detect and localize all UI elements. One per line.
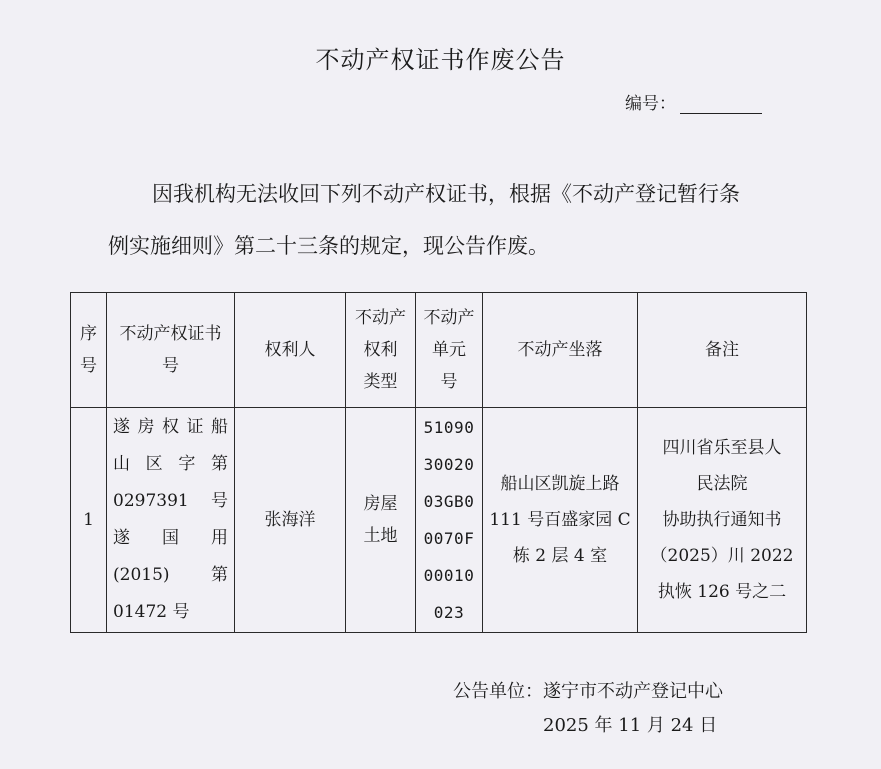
document-title: 不动产权证书作废公告	[315, 46, 566, 74]
cell-location: 船山区凯旋上路 111 号百盛家园 C 栋 2 层 4 室	[483, 408, 638, 633]
notice-paragraph	[108, 168, 788, 272]
table-header-row	[71, 293, 807, 408]
cell-remark: 四川省乐至县人 民法院 协助执行通知书 （2025）川 2022 执恢 126 号之二	[638, 408, 807, 633]
cell-unit-number: 51090 30020 03GB0 0070F 00010 023	[416, 408, 483, 633]
issuing-unit: 公告单位：遂宁市不动产登记中心	[453, 681, 723, 702]
document-number	[625, 89, 762, 114]
notice-line-2: 例实施细则》第二十三条的规定，现公告作废。	[108, 234, 549, 258]
document-number-blank	[680, 95, 762, 114]
header-right-type: 不动产 权利 类型	[346, 293, 416, 408]
certificate-table	[70, 292, 807, 633]
cell-certificate-number: 遂房权证船 山区字第 0297391 号 遂国用 (2015) 第 01472 号	[107, 408, 235, 633]
header-unit-number: 不动产 单元 号	[416, 293, 483, 408]
table-row	[71, 408, 807, 633]
issue-date: 2025 年 11 月 24 日	[543, 715, 718, 736]
cell-seq: 1	[71, 408, 107, 633]
cell-holder: 张海洋	[235, 408, 346, 633]
header-location: 不动产坐落	[483, 293, 638, 408]
header-certificate-number: 不动产权证书 号	[107, 293, 235, 408]
cell-right-type: 房屋 土地	[346, 408, 416, 633]
document-number-label: 编号：	[625, 94, 676, 114]
notice-line-1: 因我机构无法收回下列不动产权证书，根据《不动产登记暂行条	[152, 182, 740, 206]
header-seq: 序 号	[71, 293, 107, 408]
header-holder: 权利人	[235, 293, 346, 408]
header-remark: 备注	[638, 293, 807, 408]
